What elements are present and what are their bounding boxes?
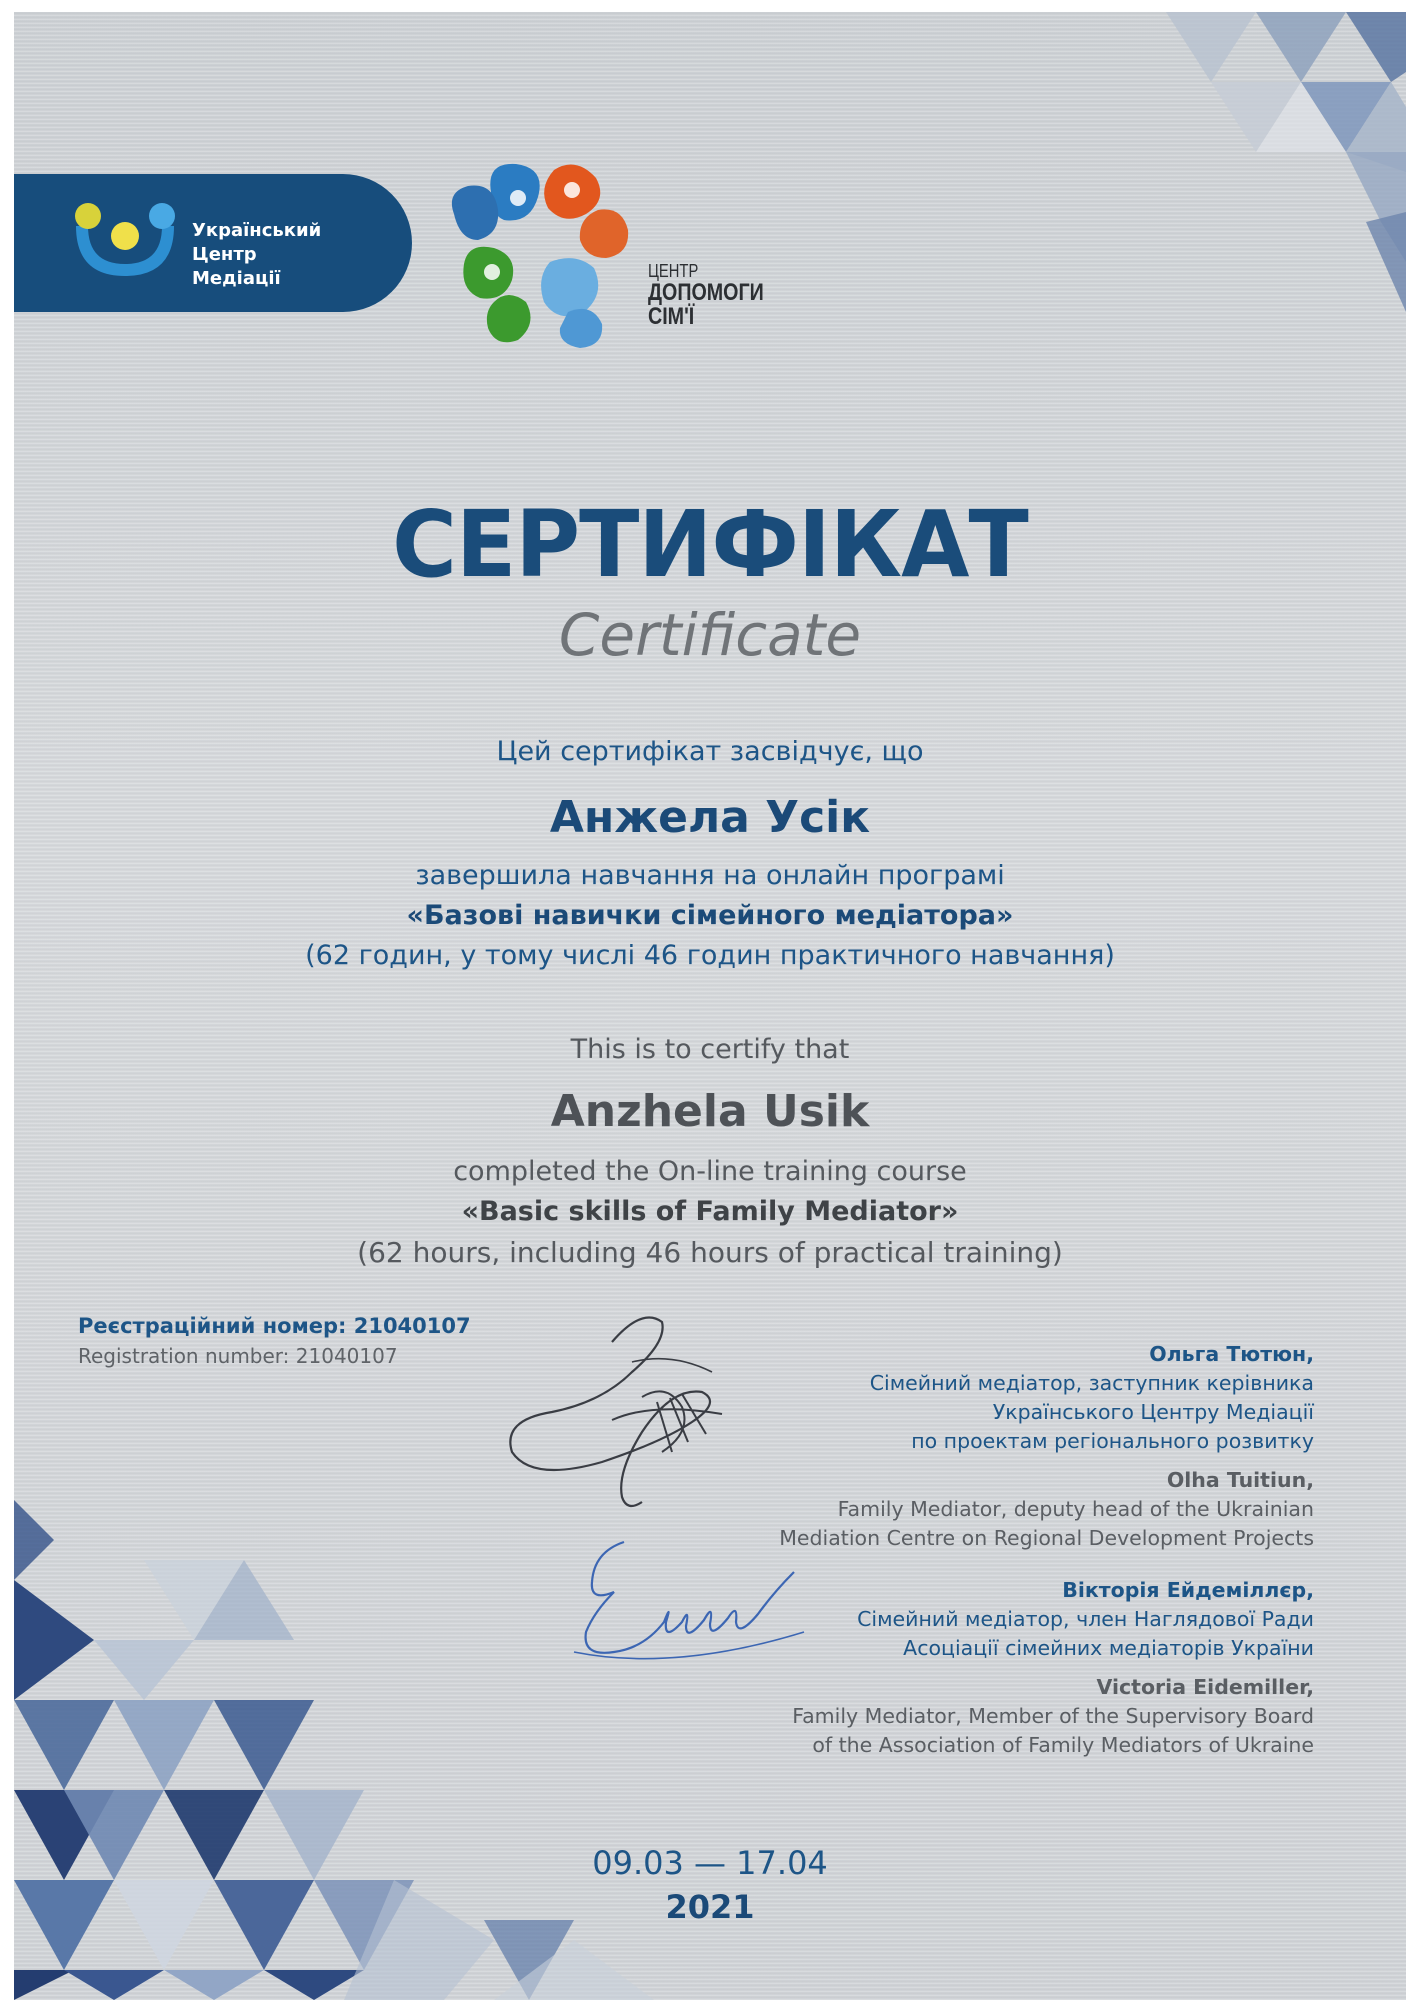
recipient-name-ua: Анжела Усік <box>549 792 871 843</box>
recipient-name-en: Anzhela Usik <box>550 1086 870 1137</box>
family-help-centre-flower-icon <box>446 152 636 352</box>
course-title-en: «Basic skills of Family Mediator» <box>461 1196 959 1227</box>
signatory-1 <box>779 1340 1314 1553</box>
signatory-2-role-en-line2: of the Association of Family Mediators of Ukraine <box>812 1733 1314 1757</box>
signatory-2-role-ua-line1: Сімейний медіатор, член Наглядової Ради <box>857 1607 1314 1631</box>
course-hours-en: (62 hours, including 46 hours of practical training) <box>357 1236 1063 1269</box>
signature-olha-tuitiun <box>492 1302 752 1522</box>
signatory-2-name-ua: Вікторія Ейдеміллєр, <box>1062 1578 1314 1602</box>
en-intro-text: This is to certify that <box>570 1034 850 1065</box>
signatory-1-role-ua-line1: Сімейний медіатор, заступник керівника <box>869 1371 1314 1395</box>
course-hours-ua: (62 годин, у тому числі 46 годин практичного навчання) <box>305 940 1115 971</box>
cds-logo-line2: ДОПОМОГИ <box>648 279 764 306</box>
ua-intro-text: Цей сертифікат засвідчує, що <box>496 736 924 767</box>
ucm-logo-line1: Український <box>192 220 322 241</box>
signatory-1-role-ua-line3: по проектам регіонального розвитку <box>911 1429 1314 1453</box>
certificate-title-ua: СЕРТИФІКАТ <box>392 491 1028 598</box>
certificate-title-en: Certificate <box>558 601 862 669</box>
signatory-1-role-ua-line2: Українського Центру Медіації <box>992 1400 1314 1424</box>
training-dates: 09.03 — 17.04 <box>592 1844 828 1882</box>
ucm-logo-line2: Центр <box>192 244 257 265</box>
signature-victoria-eidemiller <box>554 1522 814 1672</box>
signatory-1-name-en: Olha Tuitiun, <box>1166 1468 1314 1492</box>
cds-logo-line3: СІМ'Ї <box>648 303 695 330</box>
signatory-2 <box>792 1576 1314 1760</box>
ua-completed-text: завершила навчання на онлайн програмі <box>415 860 1005 891</box>
ucm-logo-line3: Медіації <box>192 268 281 289</box>
signatory-2-role-en-line1: Family Mediator, Member of the Supervisory Board <box>792 1704 1314 1728</box>
registration-number-ua: Реєстраційний номер: 21040107 <box>78 1314 471 1338</box>
en-completed-text: completed the On-line training course <box>453 1156 967 1187</box>
signatory-2-name-en: Victoria Eidemiller, <box>1096 1675 1314 1699</box>
signatory-2-role-ua-line2: Асоціації сімейних медіаторів України <box>903 1636 1314 1660</box>
registration-number-en: Registration number: 21040107 <box>78 1344 398 1368</box>
course-title-ua: «Базові навички сімейного медіатора» <box>406 900 1014 931</box>
mediation-centre-emblem-icon <box>70 196 180 286</box>
cds-logo-line1: ЦЕНТР <box>648 261 699 281</box>
certificate-sheet <box>14 12 1406 2000</box>
signatory-1-role-en-line2: Mediation Centre on Regional Development Projects <box>779 1526 1314 1550</box>
signatory-1-name-ua: Ольга Тютюн, <box>1149 1342 1314 1366</box>
signatory-1-role-en-line1: Family Mediator, deputy head of the Ukrainian <box>837 1497 1314 1521</box>
ukrainian-mediation-centre-logo <box>14 174 412 312</box>
training-year: 2021 <box>665 1888 755 1926</box>
triangle-pattern-top-right <box>1106 12 1406 342</box>
